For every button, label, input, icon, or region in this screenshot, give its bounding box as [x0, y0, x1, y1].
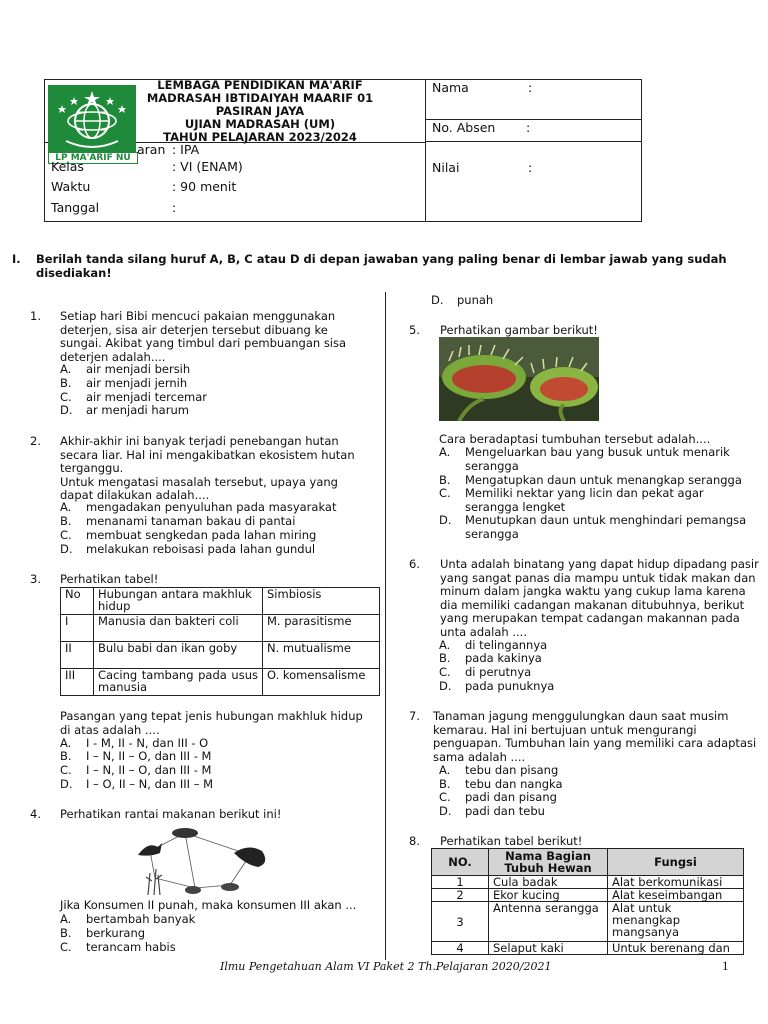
question-line: secara liar. Hal ini mengakibatkan ekosistem hutan: [60, 447, 355, 462]
question-line: deterjen, sisa air deterjen tersebut dibuang ke: [60, 322, 328, 337]
field-name-label: Nama: [432, 80, 469, 95]
question-line: minum dalam jangka waktu yang cukup lama karena: [440, 584, 746, 598]
institution-line-4: UJIAN MADRASAH (UM): [184, 117, 336, 131]
question-line: dia memiliki cadangan makanan ditubuhnya, berikut: [440, 597, 745, 612]
field-subject-value: : IPA: [172, 142, 200, 157]
table-header-cell: Fungsi: [608, 849, 744, 876]
question-number: 7.: [409, 709, 420, 723]
footer-text: Ilmu Pengetahuan Alam VI Paket 2 Th.Pelajaran 2020/2021: [220, 960, 552, 973]
question-line: sama adalah ....: [433, 749, 526, 764]
field-score-value: :: [528, 160, 533, 175]
question-line: kemarau. Hal ini bertujuan untuk mengurangi: [433, 722, 697, 737]
logo-caption: LP MA'ARIF NU: [48, 152, 138, 164]
mouse-icon: [221, 883, 239, 891]
question-line: terganggu.: [60, 461, 124, 475]
question-line: deterjen adalah....: [60, 349, 166, 364]
question-intro: Perhatikan tabel!: [60, 572, 159, 586]
field-class-label: Kelas: [51, 159, 84, 174]
question-intro: Perhatikan rantai makanan berikut ini!: [60, 807, 282, 821]
section-text: Berilah tanda silang huruf A, B, C atau D di depan jawaban yang paling benar di lembar jawab yang sudah disediakan!: [36, 252, 727, 280]
section-number: I.: [12, 252, 21, 266]
header-divider-right-2: [425, 141, 642, 142]
question-line: Pasangan yang tepat jenis hubungan makhluk hidup: [60, 709, 363, 723]
field-date-label: Tanggal: [51, 200, 100, 215]
table-row: 2 Ekor kucing Alat keseimbangan: [432, 889, 744, 902]
venus-flytrap-image: [439, 337, 599, 421]
table-row: 1 Cula badak Alat berkomunikasi: [432, 876, 744, 889]
globe-icon: [48, 85, 136, 155]
question-line: Cara beradaptasi tumbuhan tersebut adalah....: [439, 432, 711, 446]
institution-line-1: LEMBAGA PENDIDIKAN MA'ARIF: [157, 78, 363, 92]
question-number: 2.: [30, 434, 41, 448]
table-row: I Manusia dan bakteri coli M. parasitisme: [61, 615, 380, 642]
question-line: penguapan. Tumbuhan lain yang memiliki cara adaptasi: [433, 736, 757, 750]
table-header-cell: Simbiosis: [263, 588, 380, 615]
field-absen-label: No. Absen: [432, 120, 496, 135]
field-date-value: :: [172, 200, 177, 215]
field-score-label: Nilai: [432, 160, 460, 175]
animal-parts-table: [431, 848, 744, 955]
field-time-label: Waktu: [51, 179, 91, 194]
question-line: Tanaman jagung menggulungkan daun saat musim: [433, 709, 729, 723]
table-header-cell: Nama Bagian Tubuh Hewan: [489, 849, 608, 876]
table-header-cell: NO.: [432, 849, 489, 876]
question-line: dapat dilakukan adalah....: [60, 488, 210, 502]
table-row: 4 Selaput kaki Untuk berenang dan: [432, 942, 744, 955]
question-number: 1.: [30, 309, 41, 323]
question-number: 6.: [409, 557, 420, 571]
table-row: 3 Antenna serangga Alat untuk menangkap mangsanya: [432, 902, 744, 942]
question-line: yang merupakan tempat cadangan makannan pada: [440, 611, 740, 625]
question-number: 8.: [409, 834, 420, 848]
institution-line-2: MADRASAH IBTIDAIYAH MAARIF 01: [146, 91, 374, 105]
eagle-icon: [234, 847, 265, 867]
field-absen-value[interactable]: :: [526, 120, 531, 135]
header-divider-vertical: [425, 79, 426, 222]
question-line: unta adalah ....: [440, 624, 527, 639]
field-name-value[interactable]: :: [528, 80, 533, 95]
table-header-cell: No: [61, 588, 94, 615]
column-divider: [385, 292, 386, 960]
question-line: Unta adalah binatang yang dapat hidup dipadang pasir: [440, 557, 759, 571]
question-line: Akhir-akhir ini banyak terjadi penebangan hutan: [60, 434, 339, 448]
question-line: yang sangat panas dia mampu untuk tidak makan dan: [440, 570, 756, 585]
question-number: 3.: [30, 572, 41, 586]
table-row: II Bulu babi dan ikan goby N. mutualisme: [61, 642, 380, 669]
table-row: III Cacing tambang pada usus manusia O. komensalisme: [61, 669, 380, 696]
question-line: Untuk mengatasi masalah tersebut, upaya yang: [60, 474, 338, 489]
question-number: 4.: [30, 807, 41, 821]
page-number: 1: [722, 958, 729, 973]
ferret-icon: [172, 828, 198, 838]
question-line: Jika Konsumen II punah, maka konsumen III akan ...: [60, 898, 357, 912]
field-class-value: : VI (ENAM): [172, 159, 243, 174]
bird-icon: [138, 843, 162, 856]
question-line: Setiap hari Bibi mencuci pakaian menggunakan: [60, 309, 336, 323]
table-header-cell: Hubungan antara makhluk hidup: [94, 588, 263, 615]
field-subject-label: aran: [137, 142, 166, 157]
food-chain-image: [130, 823, 280, 898]
institution-line-5: TAHUN PELAJARAN 2023/2024: [163, 130, 357, 144]
rat-icon: [185, 886, 201, 894]
symbiosis-table: [60, 587, 380, 696]
question-intro: Perhatikan tabel berikut!: [440, 834, 583, 848]
question-number: 5.: [409, 323, 420, 337]
institution-line-3: PASIRAN JAYA: [215, 104, 305, 118]
question-intro: Perhatikan gambar berikut!: [440, 323, 598, 337]
field-time-value: : 90 menit: [172, 179, 237, 194]
question-line: sungai. Akibat yang timbul dari pembuangan sisa: [60, 336, 347, 350]
question-line: di atas adalah ....: [60, 722, 160, 737]
